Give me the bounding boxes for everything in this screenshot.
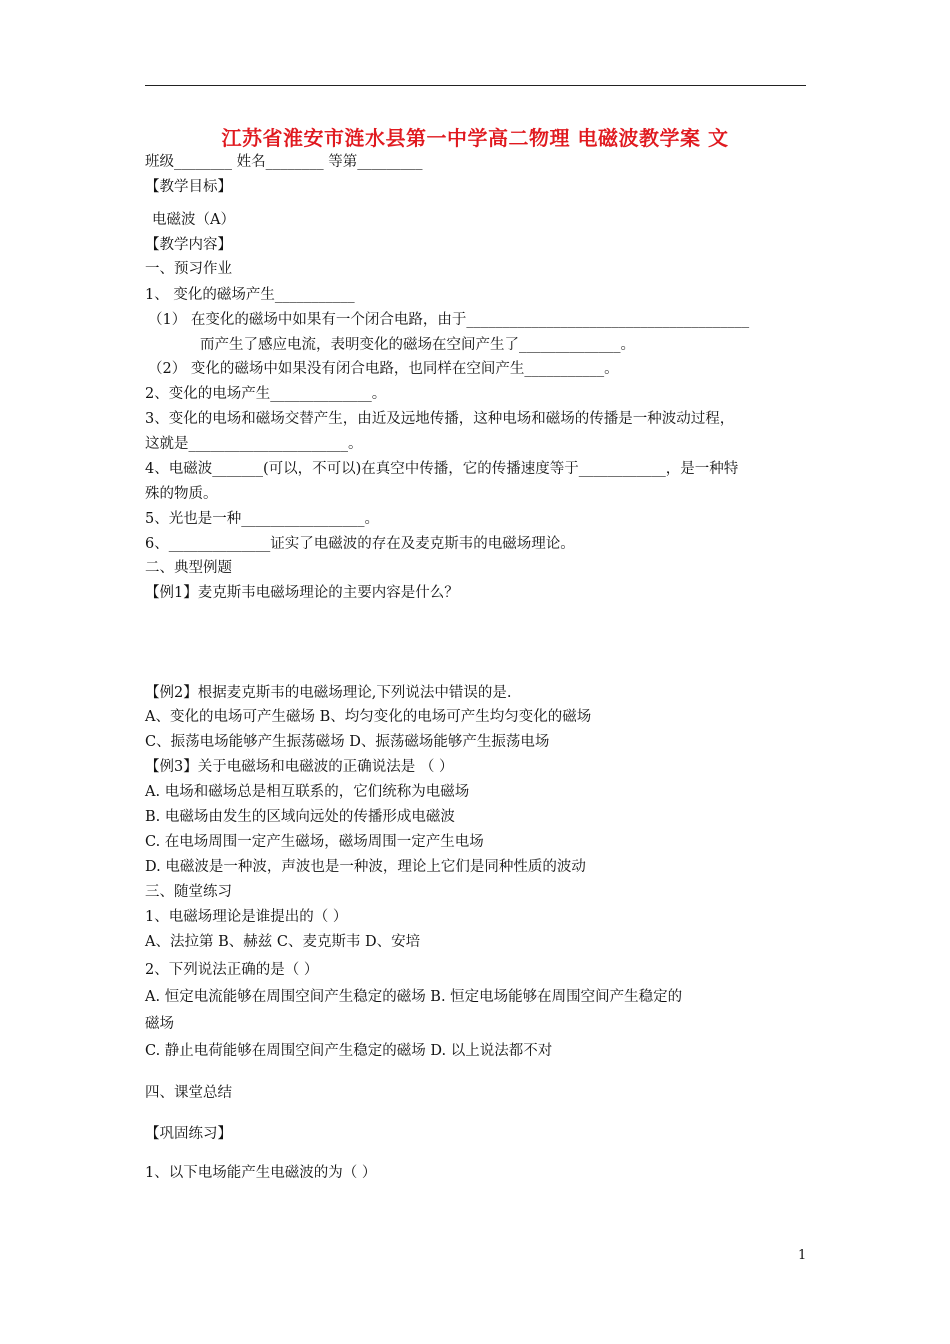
question-text: （2） 变化的磁场中如果没有闭合电路，也同样在空间产生___________。	[148, 361, 619, 377]
section-heading-content: 【教学内容】	[145, 237, 232, 253]
document-title: 江苏省淮安市涟水县第一中学高二物理 电磁波教学案 文	[221, 126, 729, 150]
question-text: 4、电磁波_______(可以，不可以)在真空中传播，它的传播速度等于____________，是一种特	[145, 461, 739, 477]
practice-question-2: 2、下列说法正确的是（ ）	[145, 962, 319, 978]
header-rule	[145, 85, 806, 86]
part-heading-examples: 二、典型例题	[145, 560, 232, 576]
option-row: 磁场	[145, 1016, 174, 1032]
option-row: A. 恒定电流能够在周围空间产生稳定的磁场 B. 恒定电场能够在周围空间产生稳定的	[145, 989, 683, 1005]
option-row: A、法拉第 B、赫兹 C、麦克斯韦 D、安培	[145, 934, 421, 950]
example-2: 【例2】根据麦克斯韦的电磁场理论,下列说法中错误的是.	[145, 685, 512, 701]
option-row: A、变化的电场可产生磁场 B、均匀变化的电场可产生均匀变化的磁场	[145, 709, 592, 725]
example-1: 【例1】麦克斯韦电磁场理论的主要内容是什么？	[145, 585, 459, 601]
option-row: A. 电场和磁场总是相互联系的，它们统称为电磁场	[145, 784, 470, 800]
question-text: （1） 在变化的磁场中如果有一个闭合电路，由于_______________________________________	[148, 312, 750, 328]
part-heading-practice: 三、随堂练习	[145, 884, 232, 900]
question-text: 5、光也是一种_________________。	[145, 511, 379, 527]
question-text: 2、变化的电场产生______________。	[145, 386, 387, 402]
question-text: 这就是______________________。	[145, 436, 363, 452]
section-heading-consolidation: 【巩固练习】	[145, 1126, 232, 1142]
question-text: 3、变化的电场和磁场交替产生，由近及远地传播，这种电场和磁场的传播是一种波动过程，	[145, 411, 735, 427]
option-row: C. 在电场周围一定产生磁场，磁场周围一定产生电场	[145, 834, 484, 850]
part-heading-summary: 四、课堂总结	[145, 1085, 232, 1101]
option-row: B. 电磁场由发生的区域向远处的传播形成电磁波	[145, 809, 455, 825]
part-heading-preview: 一、预习作业	[145, 261, 232, 277]
question-text: 而产生了感应电流，表明变化的磁场在空间产生了______________。	[200, 337, 635, 353]
header-fields: 班级________ 姓名________ 等第_________	[145, 154, 423, 170]
question-text: 殊的物质。	[145, 486, 218, 502]
section-heading-objectives: 【教学目标】	[145, 179, 232, 195]
option-row: C. 静止电荷能够在周围空间产生稳定的磁场 D. 以上说法都不对	[145, 1043, 553, 1059]
objective-text: 电磁波（A）	[152, 212, 235, 228]
option-row: C、振荡电场能够产生振荡磁场 D、振荡磁场能够产生振荡电场	[145, 734, 550, 750]
practice-question-1: 1、电磁场理论是谁提出的（ ）	[145, 909, 348, 925]
question-text: 6、______________证实了电磁波的存在及麦克斯韦的电磁场理论。	[145, 536, 575, 552]
consolidation-question-1: 1、以下电场能产生电磁波的为（ ）	[145, 1165, 377, 1181]
example-3: 【例3】关于电磁场和电磁波的正确说法是 （ ）	[145, 759, 454, 775]
page-number: 1	[798, 1248, 807, 1263]
question-text: 1、 变化的磁场产生___________	[145, 287, 355, 303]
option-row: D. 电磁波是一种波，声波也是一种波，理论上它们是同种性质的波动	[145, 859, 586, 875]
